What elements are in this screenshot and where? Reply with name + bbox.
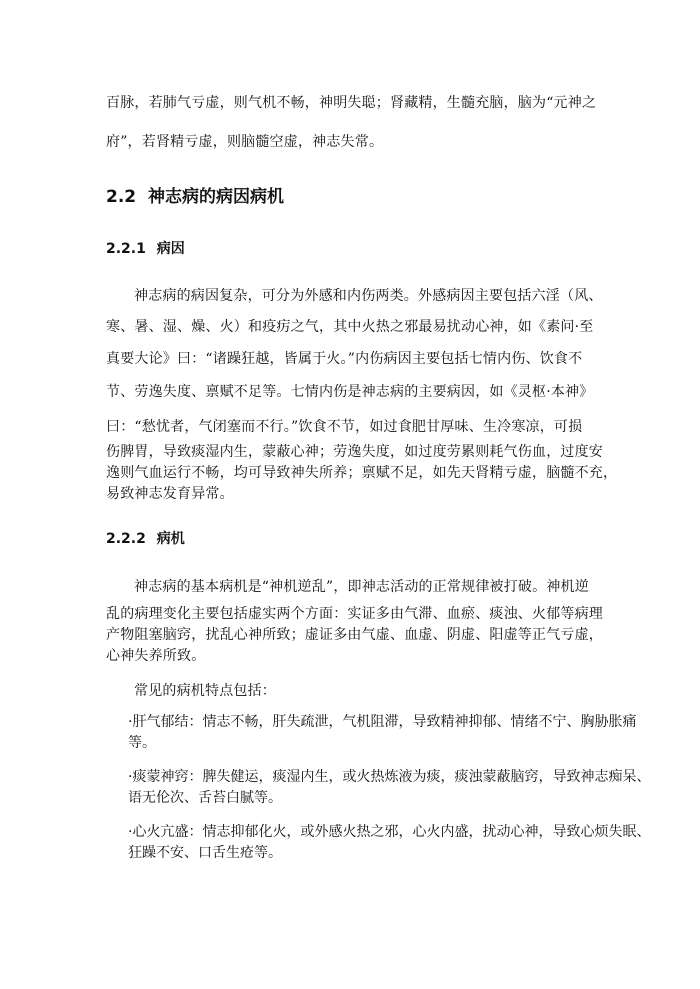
list-item-line: ·肝气郁结：情志不畅，肝失疏泄，气机阻滞，导致精神抑郁、情绪不宁、胸胁胀痛 xyxy=(128,714,637,730)
subsection-title: 病因 xyxy=(156,241,185,257)
paragraph-line: 府”，若肾精亏虚，则脑髓空虚，神志失常。 xyxy=(106,134,384,150)
paragraph-line: 心神失养所致。 xyxy=(106,648,206,664)
paragraph-line: 易致神志发育异常。 xyxy=(106,486,234,502)
subsection-number: 2.2.2 xyxy=(106,531,146,547)
list-item xyxy=(128,767,651,809)
paragraph-line: 节、劳逸失度、禀赋不足等。七情内伤是神志病的主要病因，如《灵枢·本神》 xyxy=(106,384,594,400)
list-item xyxy=(128,712,637,754)
paragraph-line: 神志病的基本病机是“神机逆乱”，即神志活动的正常规律被打破。神机逆 xyxy=(134,579,589,595)
list-item-line: ·痰蒙神窍：脾失健运，痰湿内生，或火热炼液为痰，痰浊蒙蔽脑窍，导致神志痴呆、 xyxy=(128,769,651,785)
subsection-title: 病机 xyxy=(156,531,185,547)
paragraph-line: 伤脾胃，导致痰湿内生，蒙蔽心神；劳逸失度，如过度劳累则耗气伤血，过度安 xyxy=(106,444,603,460)
paragraph-line: 百脉，若肺气亏虚，则气机不畅，神明失聪；肾藏精，生髓充脑，脑为“元神之 xyxy=(106,95,597,111)
list-intro: 常见的病机特点包括： xyxy=(134,683,276,699)
paragraph-line: 寒、暑、湿、燥、火）和疫疠之气，其中火热之邪最易扰动心神，如《素问·至 xyxy=(106,319,594,335)
list-item xyxy=(128,822,651,864)
section-title: 神志病的病因病机 xyxy=(148,187,285,207)
list-item-line: 狂躁不安、口舌生疮等。 xyxy=(128,845,282,861)
paragraph-line: 真要大论》曰：“诸躁狂越，皆属于火。”内伤病因主要包括七情内伤、饮食不 xyxy=(106,351,583,367)
subsection-number: 2.2.1 xyxy=(106,241,146,257)
list-item-line: 等。 xyxy=(128,735,156,751)
list-item-line: ·心火亢盛：情志抑郁化火，或外感火热之邪，心火内盛，扰动心神，导致心烦失眠、 xyxy=(128,824,651,840)
paragraph-line: 曰：“愁忧者，气闭塞而不行。”饮食不节，如过食肥甘厚味、生冷寒凉，可损 xyxy=(106,419,583,435)
subsection-heading xyxy=(106,238,185,258)
paragraph-line: 产物阻塞脑窍，扰乱心神所致；虚证多由气虚、血虚、阴虚、阳虚等正气亏虚， xyxy=(106,627,603,643)
section-number: 2.2 xyxy=(106,187,137,207)
subsection-heading xyxy=(106,528,185,548)
section-heading xyxy=(106,182,284,207)
paragraph-line: 乱的病理变化主要包括虚实两个方面：实证多由气滞、血瘀、痰浊、火郁等病理 xyxy=(106,606,603,622)
paragraph-line: 神志病的病因复杂，可分为外感和内伤两类。外感病因主要包括六淫（风、 xyxy=(134,288,603,304)
list-item-line: 语无伦次、舌苔白腻等。 xyxy=(128,790,282,806)
paragraph-line: 逸则气血运行不畅，均可导致神失所养；禀赋不足，如先天肾精亏虚，脑髓不充， xyxy=(106,465,618,481)
